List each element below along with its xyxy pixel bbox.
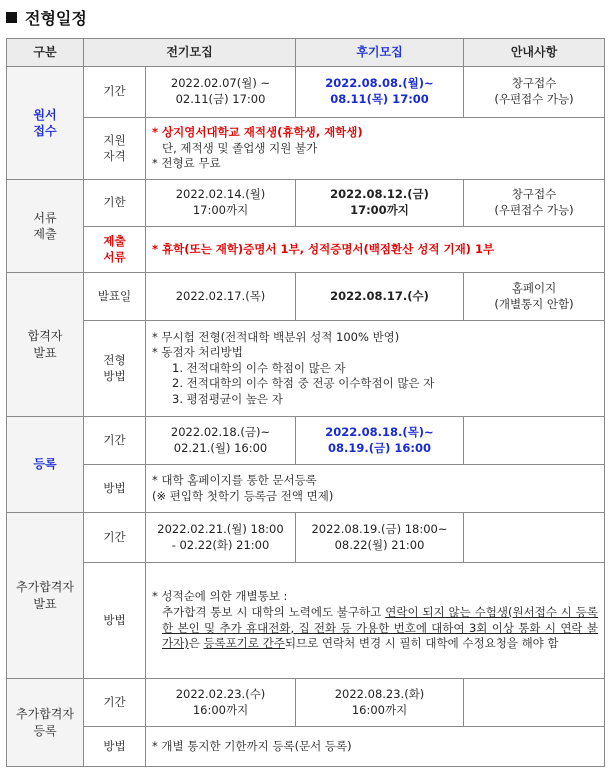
extra-result-category: 추가합격자 발표 <box>7 513 84 679</box>
registration-period-early: 2022.02.18.(금)~ 02.21.(월) 16:00 <box>146 417 296 465</box>
documents-deadline-label: 기한 <box>84 180 146 227</box>
result-method-label: 전형 방법 <box>84 321 146 417</box>
extra-result-period-row <box>7 513 605 563</box>
result-date-note: 홈페이지 (개별통지 안함) <box>464 273 605 321</box>
result-date-row <box>7 273 605 321</box>
header-notes: 안내사항 <box>464 39 605 67</box>
application-period-late: 2022.08.08.(월)~ 08.11(목) 17:00 <box>296 67 464 118</box>
page-title-text: 전형일정 <box>25 8 87 28</box>
extra-result-period-early: 2022.02.21.(월) 18:00 - 02.22(화) 21:00 <box>146 513 296 563</box>
application-period-note: 창구접수 (우편접수 가능) <box>464 67 605 118</box>
schedule-table <box>6 38 605 767</box>
extra-registration-period-label: 기간 <box>84 679 146 727</box>
result-date-late: 2022.08.17.(수) <box>296 273 464 321</box>
extra-registration-category: 추가합격자 등록 <box>7 679 84 767</box>
extra-registration-method-row <box>7 727 605 767</box>
header-category: 구분 <box>7 39 84 67</box>
registration-method-text: * 대학 홈페이지를 통한 문서등록 (※ 편입학 첫학기 등록금 전액 면제) <box>146 465 605 513</box>
documents-deadline-row <box>7 180 605 227</box>
extra-registration-method-label: 방법 <box>84 727 146 767</box>
application-period-label: 기간 <box>84 67 146 118</box>
result-method-row <box>7 321 605 417</box>
registration-period-row <box>7 417 605 465</box>
documents-submit-text: * 휴학(또는 재학)증명서 1부, 성적증명서(백점환산 성적 기재) 1부 <box>146 227 605 273</box>
registration-method-row <box>7 465 605 513</box>
documents-category: 서류 제출 <box>7 180 84 273</box>
documents-submit-label: 제출 서류 <box>84 227 146 273</box>
result-date-early: 2022.02.17.(목) <box>146 273 296 321</box>
application-qualification-row <box>7 118 605 180</box>
application-period-early: 2022.02.07(월) ~ 02.11(금) 17:00 <box>146 67 296 118</box>
application-period-row <box>7 67 605 118</box>
registration-method-label: 방법 <box>84 465 146 513</box>
header-late: 후기모집 <box>296 39 464 67</box>
registration-period-label: 기간 <box>84 417 146 465</box>
application-qualification-label: 지원 자격 <box>84 118 146 180</box>
registration-period-late: 2022.08.18.(목)~ 08.19.(금) 16:00 <box>296 417 464 465</box>
extra-registration-period-late: 2022.08.23.(화) 16:00까지 <box>296 679 464 727</box>
result-date-label: 발표일 <box>84 273 146 321</box>
registration-period-note <box>464 417 605 465</box>
square-bullet-icon <box>6 12 17 23</box>
application-qualification-text: * 상지영서대학교 재적생(휴학생, 재학생) 단, 제적생 및 졸업생 지원 불가 * 전형료 무료 <box>146 118 605 180</box>
extra-registration-period-row <box>7 679 605 727</box>
documents-deadline-early: 2022.02.14.(월) 17:00까지 <box>146 180 296 227</box>
extra-registration-period-note <box>464 679 605 727</box>
extra-result-period-late: 2022.08.19.(금) 18:00~ 08.22(월) 21:00 <box>296 513 464 563</box>
extra-result-period-label: 기간 <box>84 513 146 563</box>
extra-result-method-label: 방법 <box>84 563 146 679</box>
extra-result-period-note <box>464 513 605 563</box>
registration-category: 등록 <box>7 417 84 513</box>
extra-result-method-text: * 성적순에 의한 개별통보 : 추가합격 통보 시 대학의 노력에도 불구하고 연락이 되지 않는 수험생(원서접수 시 등록한 본인 및 추가 휴대전화, 집 전화 등 가용한 번호에 대하여 3회 이상 통화 시 연락 불가자)은 등록포기로 간주되므로 연락처 변경 시 필히 대학에 수정요청을 해야 함 <box>146 563 605 679</box>
result-category: 합격자 발표 <box>7 273 84 417</box>
extra-registration-period-early: 2022.02.23.(수) 16:00까지 <box>146 679 296 727</box>
page-title <box>6 6 87 28</box>
extra-result-method-body: 추가합격 통보 시 대학의 노력에도 불구하고 연락이 되지 않는 수험생(원서접수 시 등록한 본인 및 추가 휴대전화, 집 전화 등 가용한 번호에 대하여 3회 이상 통화 시 연락 불가자)은 등록포기로 간주되므로 연락처 변경 시 필히 대학에 수정요청을 해야 함 <box>162 604 598 651</box>
header-row <box>7 39 605 67</box>
extra-result-method-row <box>7 563 605 679</box>
header-early: 전기모집 <box>84 39 296 67</box>
documents-deadline-note: 창구접수 (우편접수 가능) <box>464 180 605 227</box>
documents-deadline-late: 2022.08.12.(금) 17:00까지 <box>296 180 464 227</box>
documents-submit-row <box>7 227 605 273</box>
application-category: 원서 접수 <box>7 67 84 180</box>
extra-registration-method-text: * 개별 통지한 기한까지 등록(문서 등록) <box>146 727 605 767</box>
result-method-text: * 무시험 전형(전적대학 백분위 성적 100% 반영) * 동점자 처리방법 1. 전적대학의 이수 학점이 많은 자 2. 전적대학의 이수 학점 중 전공 이수학점이 많은 자 3. 평점평균이 높은 자 <box>146 321 605 417</box>
